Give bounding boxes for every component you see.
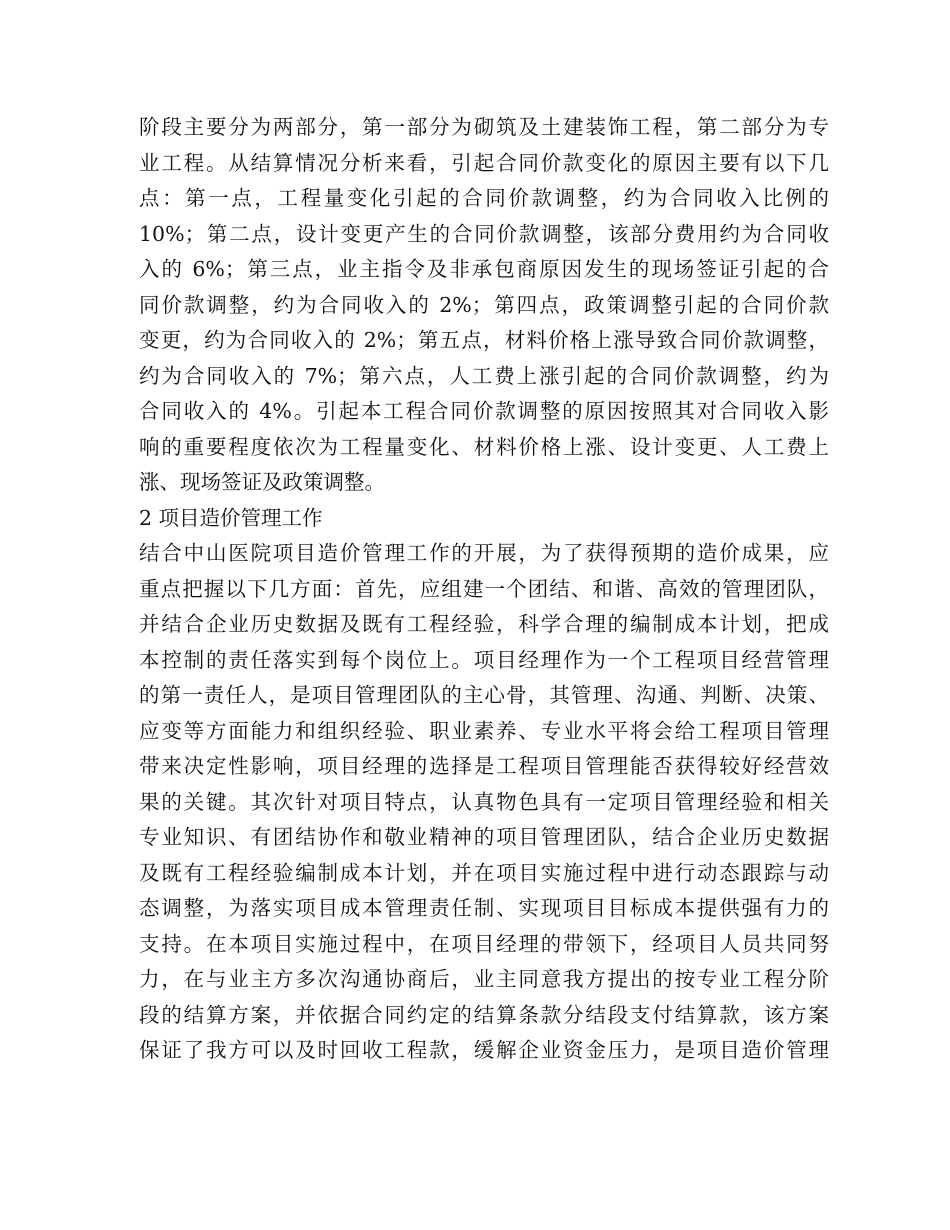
- text-line: 本控制的责任落实到每个岗位上。项目经理作为一个工程项目经营管理: [139, 647, 829, 672]
- text-line: 果的关键。其次针对项目特点，认真物色具有一定项目管理经验和相关: [139, 789, 829, 814]
- text-line: 变更，约为合同收入的 2%；第五点，材料价格上涨导致合同价款调整，: [139, 328, 829, 352]
- text-line: 专业知识、有团结协作和敬业精神的项目管理团队，结合企业历史数据: [139, 825, 829, 849]
- text-line: 力，在与业主方多次沟通协商后，业主同意我方提出的按专业工程分阶: [139, 967, 829, 991]
- text-line: 涨、现场签证及政策调整。: [139, 470, 385, 494]
- text-line: 响的重要程度依次为工程量变化、材料价格上涨、设计变更、人工费上: [139, 434, 829, 459]
- text-line: 阶段主要分为两部分，第一部分为砌筑及土建装饰工程，第二部分为专: [139, 115, 829, 139]
- document-body: [139, 110, 829, 1069]
- section-heading: 2 项目造价管理工作: [139, 505, 323, 530]
- text-line: 结合中山医院项目造价管理工作的开展，为了获得预期的造价成果，应: [139, 541, 829, 565]
- text-line: 入的 6%；第三点，业主指令及非承包商原因发生的现场签证引起的合: [139, 257, 829, 281]
- text-line: 带来决定性影响，项目经理的选择是工程项目管理能否获得较好经营效: [139, 754, 829, 778]
- text-line: 合同收入的 4%。引起本工程合同价款调整的原因按照其对合同收入影: [139, 399, 829, 423]
- text-line: 点：第一点，工程量变化引起的合同价款调整，约为合同收入比例的: [139, 186, 829, 210]
- text-line: 应变等方面能力和组织经验、职业素养、专业水平将会给工程项目管理: [139, 718, 829, 743]
- text-line: 保证了我方可以及时回收工程款，缓解企业资金压力，是项目造价管理: [139, 1038, 829, 1062]
- text-line: 同价款调整，约为合同收入的 2%；第四点，政策调整引起的合同价款: [139, 292, 829, 317]
- paragraph-cost-management: [139, 536, 829, 1069]
- text-line: 10%；第二点，设计变更产生的合同价款调整，该部分费用约为合同收: [139, 221, 829, 246]
- paragraph-settlement-analysis: [139, 110, 829, 501]
- text-line: 态调整，为落实项目成本管理责任制、实现项目目标成本提供强有力的: [139, 896, 829, 920]
- text-line: 重点把握以下几方面：首先，应组建一个团结、和谐、高效的管理团队，: [139, 576, 829, 601]
- text-line: 的第一责任人，是项目管理团队的主心骨，其管理、沟通、判断、决策、: [139, 683, 829, 707]
- text-line: 段的结算方案，并依据合同约定的结算条款分结段支付结算款，该方案: [139, 1002, 829, 1027]
- text-line: 约为合同收入的 7%；第六点，人工费上涨引起的合同价款调整，约为: [139, 363, 829, 388]
- text-line: 并结合企业历史数据及既有工程经验，科学合理的编制成本计划，把成: [139, 612, 829, 636]
- text-line: 业工程。从结算情况分析来看，引起合同价款变化的原因主要有以下几: [139, 150, 829, 175]
- text-line: 及既有工程经验编制成本计划，并在项目实施过程中进行动态跟踪与动: [139, 860, 829, 885]
- text-line: 支持。在本项目实施过程中，在项目经理的带领下，经项目人员共同努: [139, 931, 829, 956]
